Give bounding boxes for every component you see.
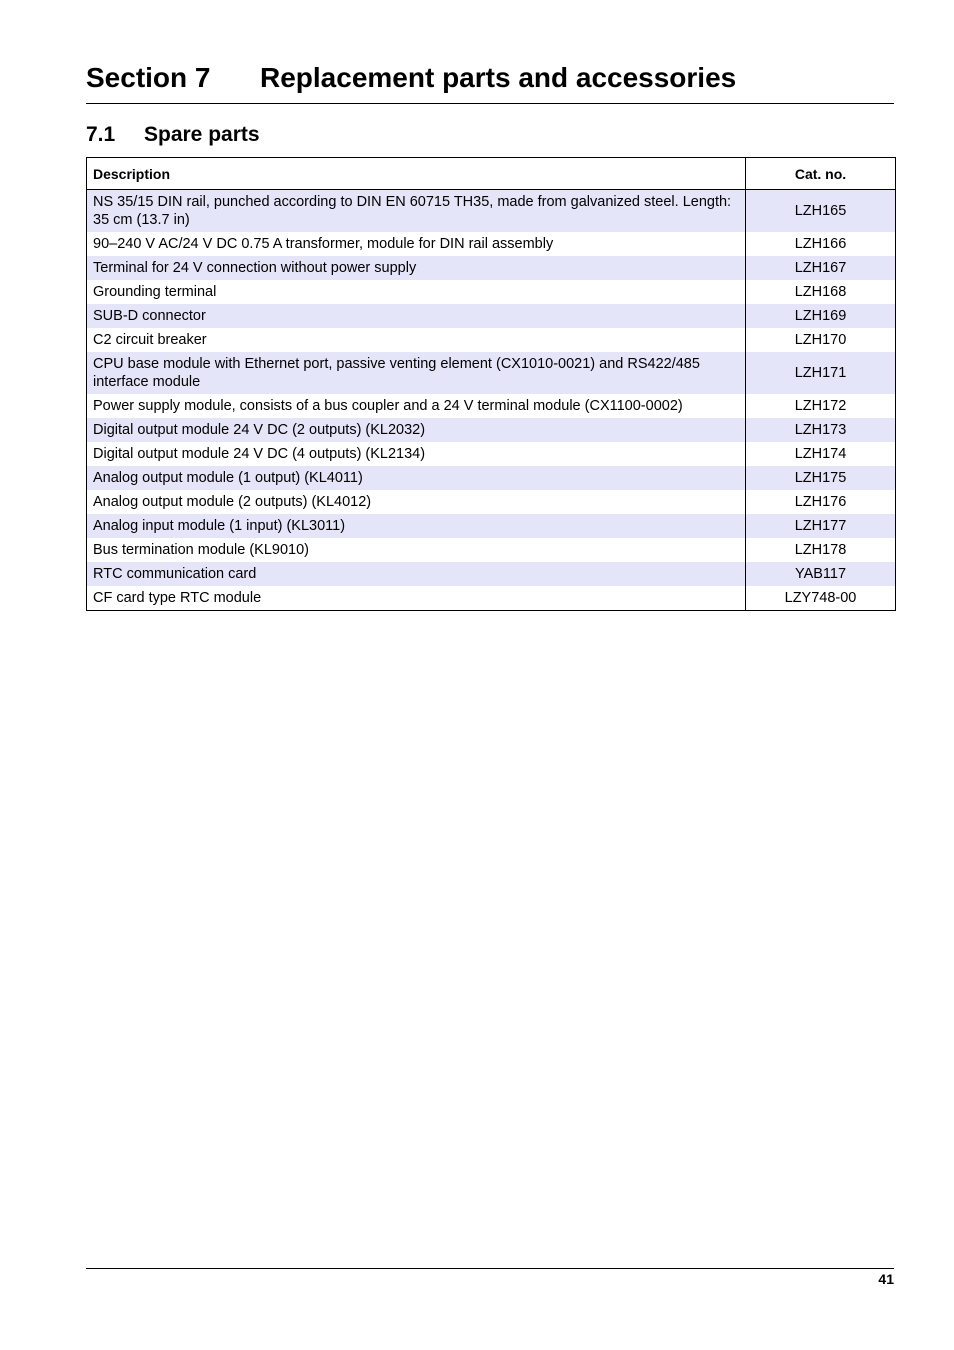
part-cat-no: LZH168: [746, 280, 896, 304]
table-row: [87, 352, 896, 394]
table-row: [87, 466, 896, 490]
section-heading: [86, 58, 894, 98]
part-cat-no: LZY748-00: [746, 586, 896, 611]
table-row: [87, 256, 896, 280]
section-number: Section 7: [86, 62, 211, 93]
spare-parts-table: [86, 157, 896, 611]
part-description: Power supply module, consists of a bus coupler and a 24 V terminal module (CX1100-0002): [87, 394, 746, 418]
table-header-row: [87, 158, 896, 190]
part-description: C2 circuit breaker: [87, 328, 746, 352]
part-cat-no: YAB117: [746, 562, 896, 586]
table-row: [87, 586, 896, 611]
part-description: SUB-D connector: [87, 304, 746, 328]
section-title: Replacement parts and accessories: [260, 62, 737, 93]
part-cat-no: LZH171: [746, 352, 896, 394]
table-row: [87, 418, 896, 442]
table-row: [87, 328, 896, 352]
part-cat-no: LZH172: [746, 394, 896, 418]
part-cat-no: LZH167: [746, 256, 896, 280]
part-cat-no: LZH170: [746, 328, 896, 352]
table-row: [87, 538, 896, 562]
part-description: RTC communication card: [87, 562, 746, 586]
table-row: [87, 490, 896, 514]
table-row: [87, 304, 896, 328]
table-row: [87, 394, 896, 418]
part-description: Analog output module (1 output) (KL4011): [87, 466, 746, 490]
part-cat-no: LZH173: [746, 418, 896, 442]
table-row: [87, 232, 896, 256]
table-row: [87, 514, 896, 538]
part-cat-no: LZH177: [746, 514, 896, 538]
table-row: [87, 442, 896, 466]
table-row: [87, 562, 896, 586]
part-description: CPU base module with Ethernet port, passive venting element (CX1010-0021) and RS422/485 interface module: [87, 352, 746, 394]
part-description: Analog output module (2 outputs) (KL4012): [87, 490, 746, 514]
part-cat-no: LZH165: [746, 190, 896, 233]
description-column-header: Description: [87, 158, 746, 190]
part-cat-no: LZH176: [746, 490, 896, 514]
part-description: 90–240 V AC/24 V DC 0.75 A transformer, module for DIN rail assembly: [87, 232, 746, 256]
part-description: Digital output module 24 V DC (2 outputs) (KL2032): [87, 418, 746, 442]
subsection-heading: [86, 121, 260, 149]
part-description: Digital output module 24 V DC (4 outputs) (KL2134): [87, 442, 746, 466]
subsection-number: 7.1: [86, 123, 116, 146]
table-row: [87, 280, 896, 304]
part-description: CF card type RTC module: [87, 586, 746, 611]
part-cat-no: LZH175: [746, 466, 896, 490]
part-cat-no: LZH174: [746, 442, 896, 466]
subsection-title: Spare parts: [144, 123, 260, 146]
part-description: NS 35/15 DIN rail, punched according to DIN EN 60715 TH35, made from galvanized steel. Length: 35 cm (13.7 in): [87, 190, 746, 233]
part-cat-no: LZH178: [746, 538, 896, 562]
table-row: [87, 190, 896, 233]
part-cat-no: LZH169: [746, 304, 896, 328]
page-number: 41: [878, 1271, 894, 1287]
part-description: Bus termination module (KL9010): [87, 538, 746, 562]
part-description: Analog input module (1 input) (KL3011): [87, 514, 746, 538]
part-description: Grounding terminal: [87, 280, 746, 304]
part-cat-no: LZH166: [746, 232, 896, 256]
footer-divider: [86, 1268, 894, 1269]
section-divider: [86, 103, 894, 104]
cat-no-column-header: Cat. no.: [746, 158, 896, 190]
spare-parts-table-body: [87, 190, 896, 611]
part-description: Terminal for 24 V connection without power supply: [87, 256, 746, 280]
